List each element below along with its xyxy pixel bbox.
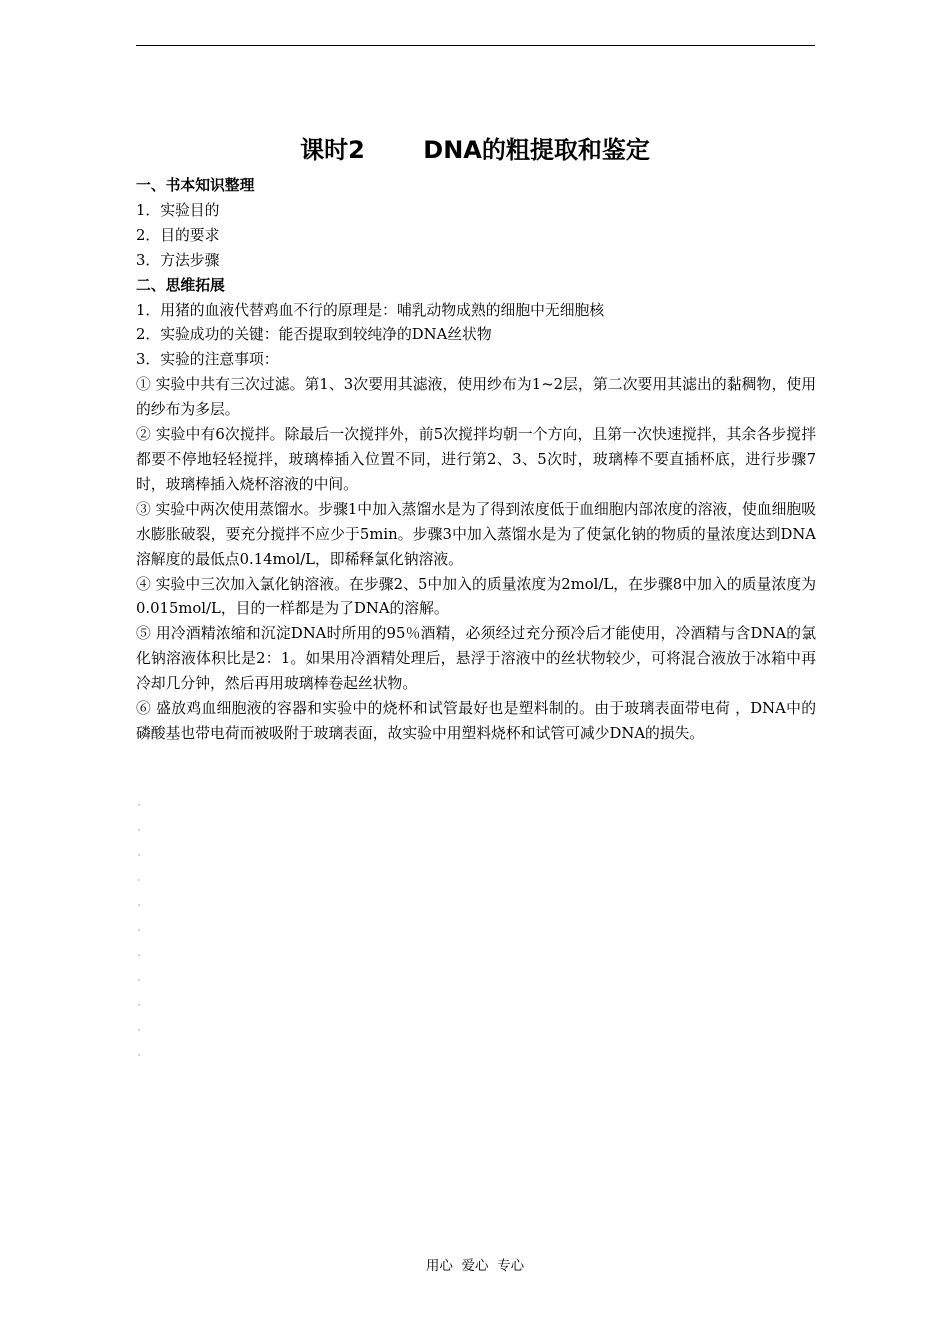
note-paragraph-5: ⑤ 用冷酒精浓缩和沉淀DNA时所用的95％酒精，必须经过充分预冷后才能使用，冷酒精与含DNA的氯化钠溶液体积比是2：1。如果用冷酒精处理后，悬浮于溶液中的丝状物较少，可将混合液放于冰箱中再冷却几分钟，然后再用玻璃棒卷起丝状物。 — [136, 625, 816, 693]
empty-line — [136, 992, 146, 1017]
note-paragraph-2: ② 实验中有6次搅拌。除最后一次搅拌外，前5次搅拌均朝一个方向，且第一次快速搅拌，其余各步搅拌都要不停地轻轻搅拌，玻璃棒插入位置不同，进行第2、3、5次时，玻璃棒不要直插杯底，进行步骤7时，玻璃棒插入烧杯溶液的中间。 — [136, 426, 816, 493]
empty-line — [136, 942, 146, 967]
empty-paragraph-marks — [136, 792, 146, 1067]
list-item: 3．实验的注意事项： — [136, 351, 279, 369]
empty-line — [136, 892, 146, 917]
list-item: 3．方法步骤 — [136, 251, 220, 269]
header-rule — [136, 45, 815, 46]
section-heading: 二、思维拓展 — [136, 276, 225, 294]
note-paragraph-3: ③ 实验中两次使用蒸馏水。步骤1中加入蒸馏水是为了得到浓度低于血细胞内部浓度的溶液，使血细胞吸水膨胀破裂，要充分搅拌不应少于5min。步骤3中加入蒸馏水是为了使氯化钠的物质的量浓度达到DNA溶解度的最低点0.14mol/L，即稀释氯化钠溶液。 — [136, 500, 816, 568]
list-item: 2．目的要求 — [136, 226, 220, 244]
note-paragraph-4: ④ 实验中三次加入氯化钠溶液。在步骤2、5中加入的质量浓度为2mol/L，在步骤8中加入的质量浓度为0.015mol/L，目的一样都是为了DNA的溶解。 — [136, 575, 816, 618]
empty-line — [136, 792, 146, 817]
empty-line — [136, 1042, 146, 1067]
document-body — [136, 174, 816, 747]
document-title: 课时2 DNA的粗提取和鉴定 — [300, 136, 650, 164]
empty-line — [136, 1017, 146, 1042]
page-footer: 用心 爱心 专心 — [425, 1258, 525, 1274]
list-item: 1．用猪的血液代替鸡血不行的原理是：哺乳动物成熟的细胞中无细胞核 — [136, 301, 605, 319]
note-paragraph-1: ① 实验中共有三次过滤。第1、3次要用其滤液，使用纱布为1~2层，第二次要用其滤出的黏稠物，使用的纱布为多层。 — [136, 376, 816, 419]
note-paragraph-6: ⑥ 盛放鸡血细胞液的容器和实验中的烧杯和试管最好也是塑料制的。由于玻璃表面带电荷 ，DNA中的磷酸基也带电荷而被吸附于玻璃表面，故实验中用塑料烧杯和试管可减少DNA的损失。 — [136, 700, 816, 742]
list-item: 1．实验目的 — [136, 201, 220, 219]
section-heading: 一、书本知识整理 — [136, 177, 255, 194]
empty-line — [136, 842, 146, 867]
empty-line — [136, 817, 146, 842]
empty-line — [136, 867, 146, 892]
list-item: 2．实验成功的关键：能否提取到较纯净的DNA丝状物 — [136, 326, 492, 344]
empty-line — [136, 917, 146, 942]
empty-line — [136, 967, 146, 992]
